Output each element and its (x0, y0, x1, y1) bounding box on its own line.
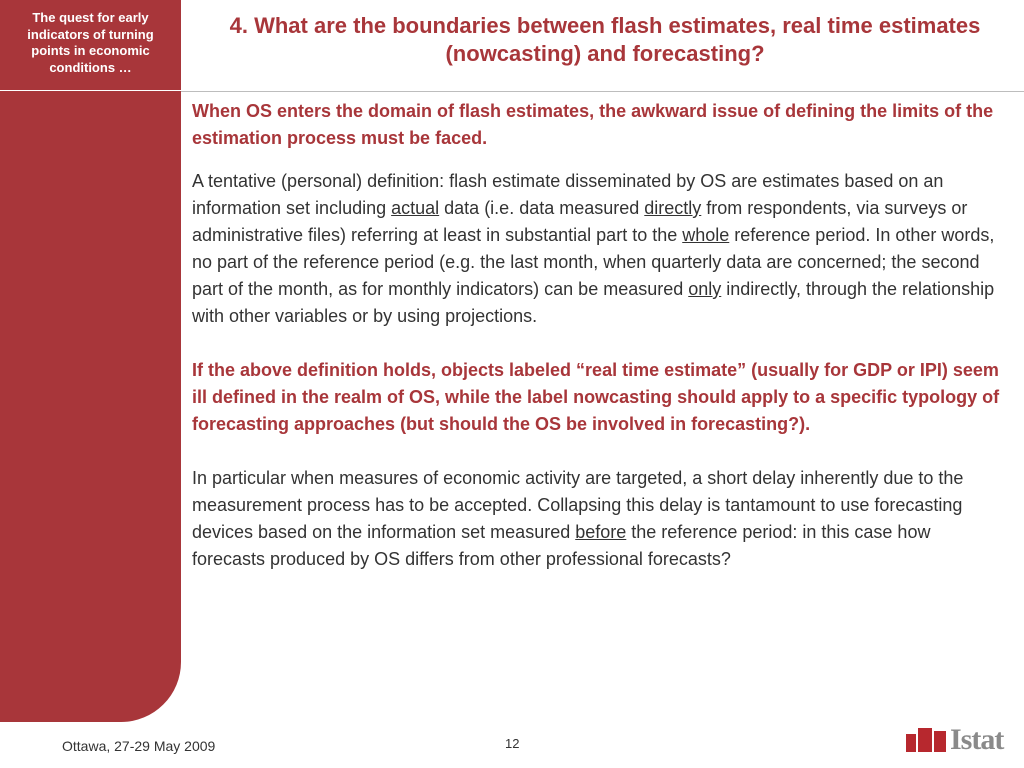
logo-text: Istat (950, 723, 1004, 756)
istat-logo (906, 724, 1006, 756)
underlined-word: directly (644, 198, 702, 218)
text-segment: A tentative (personal) definition: flash estimate disseminated by OS are estimates based on an information set including (192, 171, 944, 218)
page-number: 12 (505, 736, 520, 751)
footer-location: Ottawa, 27-29 May 2009 (62, 738, 216, 754)
slide-content (192, 98, 1007, 573)
highlight-paragraph: If the above definition holds, objects labeled “real time estimate” (usually for GDP or IPI) seem ill defined in the realm of OS, while the label nowcasting should apply to a specific typology of forecasting approaches (but should the OS be involved in forecasting?). (192, 360, 1000, 434)
underlined-word: whole (682, 225, 730, 245)
text-segment: reference period. In other words, no part of the reference period (e.g. the last month, when quarterly data are concerned; the second part of the month, as for monthly indicators) can be measured (192, 225, 995, 299)
text-segment: data (i.e. data measured (439, 198, 645, 218)
sidebar-title: The quest for early indicators of turning points in economic conditions … (0, 0, 181, 91)
text-segment: from respondents, via surveys or administrative files) referring at least in substantial part to the (192, 198, 968, 245)
title-divider (181, 91, 1024, 92)
sidebar-panel (0, 0, 181, 722)
text-segment: the reference period: in this case how forecasts produced by OS differs from other professional forecasts? (192, 522, 931, 569)
closing-paragraph (192, 465, 1007, 573)
definition-paragraph (192, 168, 1007, 330)
underlined-word: only (688, 279, 722, 299)
intro-paragraph: When OS enters the domain of flash estimates, the awkward issue of defining the limits of the estimation process must be faced. (192, 101, 994, 148)
underlined-word: actual (391, 198, 440, 218)
text-segment: indirectly, through the relationship with other variables or by using projections. (192, 279, 995, 326)
slide-title: 4. What are the boundaries between flash estimates, real time estimates (nowcasting) and forecasting? (229, 13, 981, 66)
text-segment: In particular when measures of economic activity are targeted, a short delay inherently due to the measurement process has to be accepted. Collapsing this delay is tantamount to use forecasting devices based on the information set measured (192, 468, 964, 542)
underlined-word: before (575, 522, 627, 542)
logo-mark-icon (906, 728, 946, 754)
